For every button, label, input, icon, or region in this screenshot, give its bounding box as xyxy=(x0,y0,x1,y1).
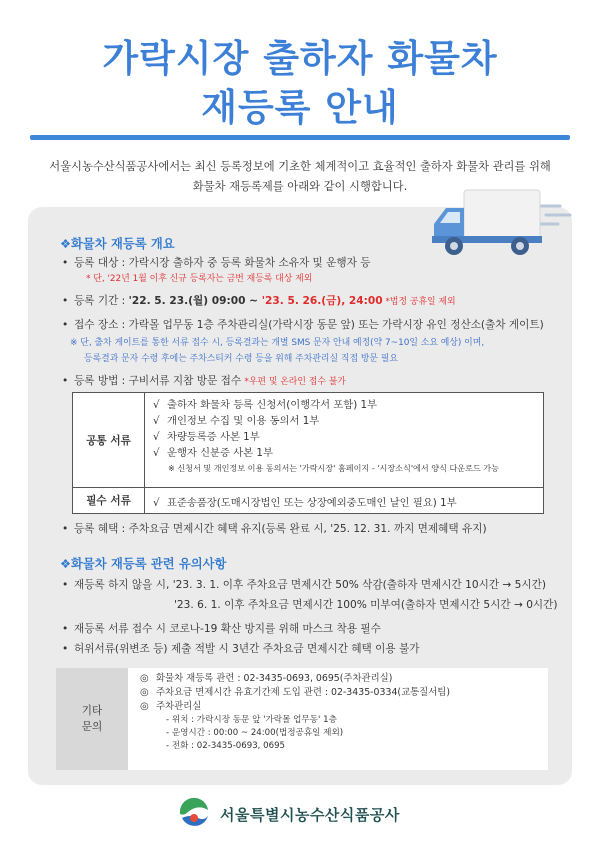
target-note: * 단, '22년 1월 이후 신규 등록자는 금번 재등록 대상 제외 xyxy=(86,274,313,284)
method-row xyxy=(62,374,346,389)
period-end: '23. 5. 26.(금), 24:00 xyxy=(261,295,383,307)
check-icon: √ xyxy=(153,447,160,459)
bullet: • xyxy=(62,643,69,655)
notes-item-1-line-2: '23. 6. 1. 이후 주차요금 면제시간 100% 미부여(출하자 면제시간 5시간 → 0시간) xyxy=(174,599,558,611)
period-row xyxy=(62,294,456,309)
bullet: • xyxy=(62,579,69,591)
title-line-2: 재등록 안내 xyxy=(201,86,399,129)
list-item: - 운영시간 : 00:00 ~ 24:00(법정공휴일 제외) xyxy=(166,728,344,738)
required-docs-row xyxy=(73,488,544,514)
common-docs-list xyxy=(145,393,544,488)
circle-marker-icon: ◎ xyxy=(140,701,149,712)
intro-line-2: 화물차 재등록제를 아래와 같이 시행합니다. xyxy=(192,180,408,193)
circle-marker-icon: ◎ xyxy=(140,673,149,684)
truck-icon xyxy=(428,182,578,262)
common-docs-note: ※ 신청서 및 개인정보 이용 동의서는 '가락시장' 홈페이지 - '시장소식'에서 양식 다운로드 가능 xyxy=(168,463,499,473)
bullet: • xyxy=(62,623,69,635)
period-note: *법정 공휴일 제외 xyxy=(382,297,456,307)
corporation-logo xyxy=(176,796,212,832)
contact-box xyxy=(56,668,548,770)
required-docs-label: 필수 서류 xyxy=(73,488,145,514)
list-item: ◎ 주차관리실 xyxy=(140,701,202,712)
place-note-2: 등록결과 문자 수령 후에는 주차스티커 수령 등을 위해 주차관리실 직접 방문 필요 xyxy=(84,354,398,364)
documents-table xyxy=(72,392,544,514)
place-text: 가락몰 업무동 1층 주차관리실(가락시장 동문 앞) 또는 가락시장 유인 정산소(출차 게이트) xyxy=(128,319,544,331)
place-label: 접수 장소 : xyxy=(74,319,129,331)
common-docs-label: 공통 서류 xyxy=(73,393,145,488)
bullet: • xyxy=(62,523,69,535)
circle-marker-icon: ◎ xyxy=(140,687,149,698)
method-note: *우편 및 온라인 접수 불가 xyxy=(244,377,346,387)
check-icon: √ xyxy=(153,399,160,411)
notes-item-1-label: 재등록 하지 않을 시, xyxy=(74,579,173,591)
list-item: √ 개인정보 수집 및 이용 동의서 1부 xyxy=(153,415,320,427)
period-start: '22. 5. 23.(월) 09:00 ~ xyxy=(128,295,262,307)
check-icon: √ xyxy=(153,431,160,443)
list-item: √ 차량등록증 사본 1부 xyxy=(153,431,260,443)
bullet: • xyxy=(62,375,69,387)
contact-label: 기타 문의 xyxy=(56,668,128,770)
section-notes-heading: ❖화물차 재등록 관련 유의사항 xyxy=(60,557,227,571)
section-overview-heading: ❖화물차 재등록 개요 xyxy=(60,237,175,251)
target-text: 가락시장 출하자 중 등록 화물차 소유자 및 운행자 등 xyxy=(128,257,371,269)
period-label: 등록 기간 : xyxy=(74,295,129,307)
list-item: √ 출하자 화물차 등록 신청서(이행각서 포함) 1부 xyxy=(153,399,377,411)
list-item: ◎ 주차요금 면제시간 유효기간제 도입 관련 : 02-3435-0334(교통질서팀) xyxy=(140,687,451,698)
benefit-row xyxy=(62,522,487,536)
notes-item-3: • 허위서류(위변조 등) 제출 적발 시 3년간 주차요금 면제시간 혜택 이용 불가 xyxy=(62,643,420,655)
benefit-text: 주차요금 면제시간 혜택 유지(등록 완료 시, '25. 12. 31. 까지 면제혜택 유지) xyxy=(128,523,487,535)
notes-item-1-line-1: '23. 3. 1. 이후 주차요금 면제시간 50% 삭감(출하자 면제시간 10시간 → 5시간) xyxy=(172,579,547,591)
intro-line-1: 서울시농수산식품공사에서는 최신 등록정보에 기초한 체계적이고 효율적인 출하자 화물차 관리를 위해 xyxy=(49,160,551,173)
method-label: 등록 방법 : xyxy=(74,375,129,387)
check-icon: √ xyxy=(153,415,160,427)
bullet: • xyxy=(62,257,69,269)
title-line-1: 가락시장 출하자 화물차 xyxy=(102,37,498,80)
bullet: • xyxy=(62,295,69,307)
org-name: 서울특별시농수산식품공사 xyxy=(220,805,400,824)
list-item: - 위치 : 가락시장 동문 앞 '가락몰 업무동' 1층 xyxy=(166,715,337,725)
list-item: ◎ 화물차 재등록 관련 : 02-3435-0693, 0695(주차관리실) xyxy=(140,673,393,684)
place-row xyxy=(62,318,544,332)
check-icon: √ xyxy=(153,496,160,509)
target-label: 등록 대상 : xyxy=(74,257,129,269)
list-item: √ 운행자 신분증 사본 1부 xyxy=(153,447,273,459)
target-row xyxy=(62,256,370,270)
notes-item-2: • 재등록 서류 접수 시 코로나-19 확산 방지를 위해 마스크 착용 필수 xyxy=(62,623,381,635)
benefit-label: 등록 혜택 : xyxy=(74,523,129,535)
notes-item-1 xyxy=(62,578,546,592)
method-text: 구비서류 지참 방문 접수 xyxy=(128,375,245,387)
required-docs-item: √ 표준송품장(도매시장법인 또는 상장예외중도매인 날인 필요) 1부 xyxy=(145,488,544,514)
page-title xyxy=(0,34,600,132)
title-divider xyxy=(30,135,570,140)
common-docs-row xyxy=(73,393,544,488)
bullet: • xyxy=(62,319,69,331)
footer xyxy=(176,796,400,832)
contact-list xyxy=(128,668,548,770)
place-note-1: ※ 단, 출차 게이트를 통한 서류 접수 시, 등록결과는 개별 SMS 문자 안내 예정(약 7~10일 소요 예상) 이며, xyxy=(70,338,485,348)
list-item: - 전화 : 02-3435-0693, 0695 xyxy=(166,741,286,751)
